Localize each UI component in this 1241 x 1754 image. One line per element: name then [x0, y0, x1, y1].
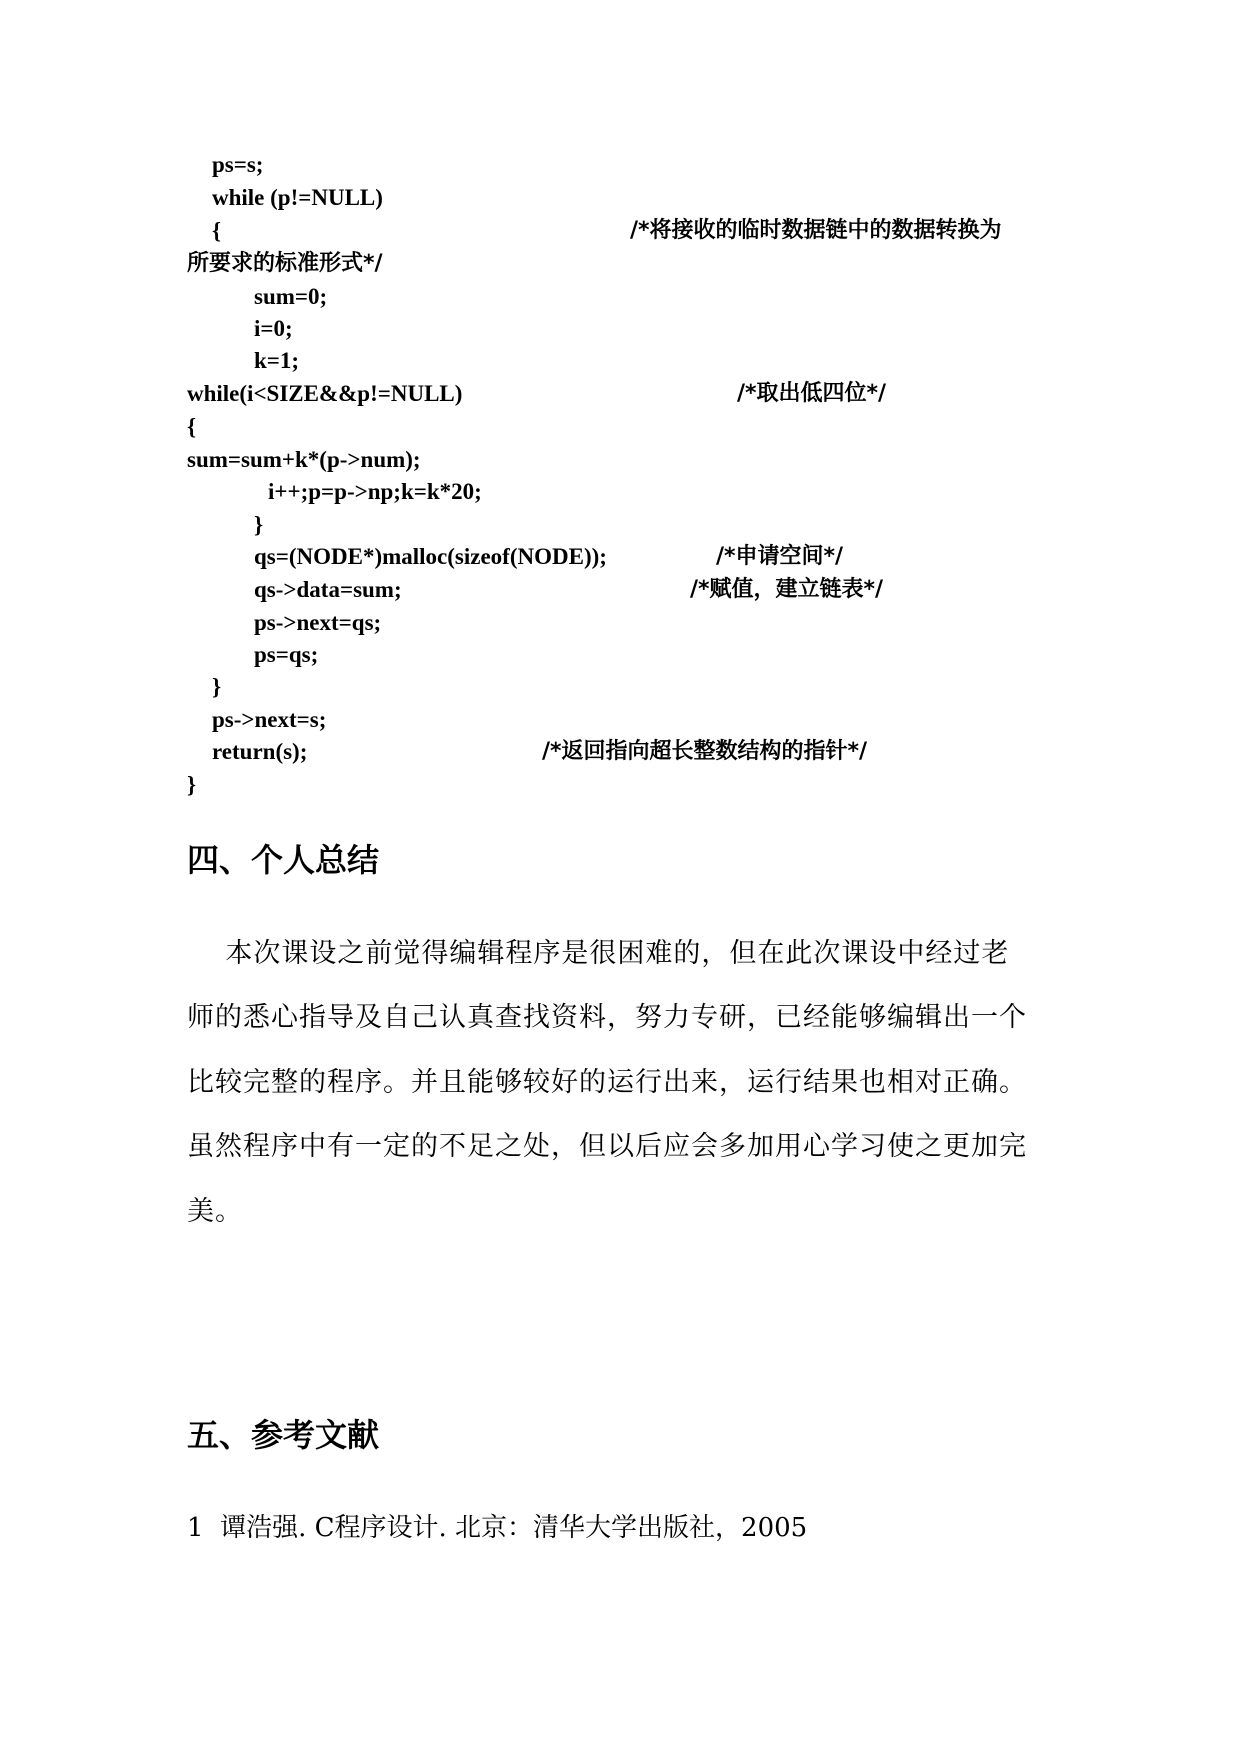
code-line: }: [212, 674, 222, 699]
code-line: ps=qs;: [254, 642, 319, 667]
code-line: ps->next=qs;: [254, 610, 382, 635]
paragraph-line: 本次课设之前觉得编辑程序是很困难的，但在此次课设中经过老: [187, 938, 1010, 969]
code-line: sum=0;: [254, 284, 328, 309]
code-comment: /*申请空间*/: [716, 544, 844, 569]
code-line: i=0;: [254, 316, 293, 341]
code-comment: /*取出低四位*/: [737, 381, 887, 406]
code-line: i++;p=p->np;k=k*20;: [268, 479, 482, 504]
code-line: ps->next=s;: [212, 707, 327, 732]
code-line: ps=s;: [212, 152, 264, 177]
section-heading-references: 五、参考文献: [187, 1416, 380, 1454]
reference-item: 1 谭浩强. C程序设计. 北京：清华大学出版社，2005: [187, 1513, 808, 1543]
paragraph-line: 师的悉心指导及自己认真查找资料，努力专研，已经能够编辑出一个: [187, 1002, 1027, 1033]
code-line: }: [254, 512, 264, 537]
code-comment: /*返回指向超长整数结构的指针*/: [542, 739, 868, 764]
code-line: qs=(NODE*)malloc(sizeof(NODE));: [254, 544, 607, 569]
paragraph-line: 美。: [187, 1196, 243, 1227]
section-heading-summary: 四、个人总结: [187, 841, 380, 879]
code-comment: /*赋值，建立链表*/: [690, 577, 884, 602]
code-line: sum=sum+k*(p->num);: [187, 447, 421, 472]
code-line: }: [187, 772, 197, 797]
code-line: qs->data=sum;: [254, 577, 402, 602]
code-line: {: [187, 414, 197, 439]
code-line: k=1;: [254, 348, 300, 373]
paragraph-line: 虽然程序中有一定的不足之处，但以后应会多加用心学习使之更加完: [187, 1131, 1027, 1162]
code-comment: /*将接收的临时数据链中的数据转换为: [630, 218, 1002, 243]
paragraph-line: 比较完整的程序。并且能够较好的运行出来，运行结果也相对正确。: [187, 1067, 1027, 1098]
code-line: return(s);: [212, 739, 308, 764]
code-line: {: [212, 218, 222, 243]
code-line: while(i<SIZE&&p!=NULL): [187, 381, 463, 406]
code-line: while (p!=NULL): [212, 185, 383, 210]
code-comment-continuation: 所要求的标准形式*/: [187, 251, 383, 276]
